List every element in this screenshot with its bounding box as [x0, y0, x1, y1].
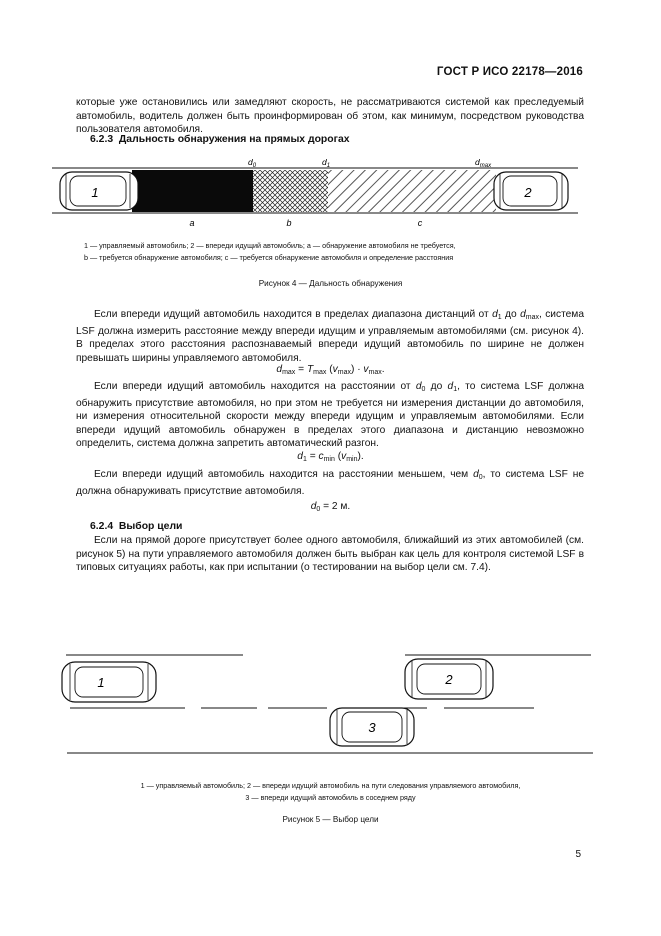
car-2-label: 2: [524, 185, 532, 200]
paragraph-range: Если впереди идущий автомобиль находится в пределах диапазона дистанций от $d_1$ до $d_{max}$, система LSF должна измерить расстояние между впереди идущим и управляемым автомобилями (см. рисунок 4). В пределах этого расстояния распознаваемый впереди идущий автомобиль по ширине не должен превышать ширины управляемого автомобиля.: [76, 309, 584, 364]
marker-d0: $d_0$: [248, 157, 257, 169]
zone-b: [253, 170, 328, 212]
figure-4-legend-line-2: b — требуется обнаружение автомобиля; c — требуется обнаружение автомобиля и определение расстояния: [84, 253, 454, 262]
formula-dmax: $d_{max} = T_{max}$ $(v_{max}) \cdot v_{max}$.: [276, 364, 385, 376]
marker-d1: $d_1$: [322, 157, 331, 169]
section-heading-6-2-4: [90, 521, 182, 532]
figure-5-target-selection: [0, 640, 661, 760]
car-3-label: 3: [368, 720, 376, 735]
formula-d0: $d_0 = 2$ м.: [310, 501, 351, 513]
section-title: Выбор цели: [118, 521, 183, 532]
paragraph-less-than-d0: Если впереди идущий автомобиль находится на расстоянии меньшем, чем $d_0$, то система LSF не должна обнаруживать присутствие автомобиля.: [76, 469, 584, 497]
figure-5-caption: Рисунок 5 — Выбор цели: [282, 815, 379, 824]
car-1-label: 1: [97, 675, 105, 690]
paragraph-target-selection: Если на прямой дороге присутствует более одного автомобиля, ближайший из этих автомобилей (см. рисунок 5) на пути управляемого автомобиля должен быть выбран как цель для контроля системой LSF в типовых ситуациях работы, как при испытании (о тестировании на выбор цели см. 7.4).: [76, 535, 584, 574]
car-1-label: 1: [91, 185, 99, 200]
zone-c-label: c: [417, 218, 423, 228]
figure-5-legend-line-1: 1 — управляемый автомобиль; 2 — впереди идущий автомобиль на пути следования управляемого автомобиля,: [140, 781, 521, 790]
figure-5-legend-line-2: 3 — впереди идущий автомобиль в соседнем ряду: [245, 793, 416, 802]
formula-d1: $d_1 = c_{min}$ $(v_{min})$.: [297, 451, 364, 463]
intro-paragraph: которые уже остановились или замедляют скорость, не рассматриваются системой как преследуемый автомобиль, водитель должен быть проинформирован об этом, как минимум, посредством руководства пользователя автомобиля.: [76, 97, 584, 136]
figure-4-caption: Рисунок 4 — Дальность обнаружения: [258, 279, 403, 288]
zone-b-label: b: [286, 218, 292, 228]
figure-4-detection-range: [0, 150, 661, 240]
marker-dmax: $d_{max}$: [475, 157, 492, 169]
zone-a: [132, 170, 253, 212]
car-2-label: 2: [445, 672, 453, 687]
page-number: 5: [575, 849, 581, 860]
zone-a-label: a: [189, 218, 195, 228]
paragraph-d0-d1: Если впереди идущий автомобиль находится на расстоянии от $d_0$ до $d_1$, то система LSF должна обнаружить присутствие автомобиля, но при этом не требуется ни измерения дистанции до автомобиля, ни измерения относительной скорости между впереди идущим и управляемым автомобилями. Если впереди идущий автомобиль обнаружен в пределах этого диапазона и дистанцию невозможно определить, система должна запретить автоматический разгон.: [76, 381, 584, 450]
section-number: 6.2.3: [90, 134, 114, 145]
document-header: ГОСТ Р ИСО 22178—2016: [436, 66, 583, 78]
car-1-icon: [60, 172, 138, 210]
figure-4-legend-line-1: 1 — управляемый автомобиль; 2 — впереди идущий автомобиль; a — обнаружение автомобиля не требуется,: [84, 241, 456, 250]
zone-c: [328, 170, 496, 212]
section-title: Дальность обнаружения на прямых дорогах: [118, 134, 350, 145]
section-number: 6.2.4: [90, 521, 114, 532]
car-1-icon: [62, 662, 156, 702]
section-heading-6-2-3: [90, 134, 350, 145]
